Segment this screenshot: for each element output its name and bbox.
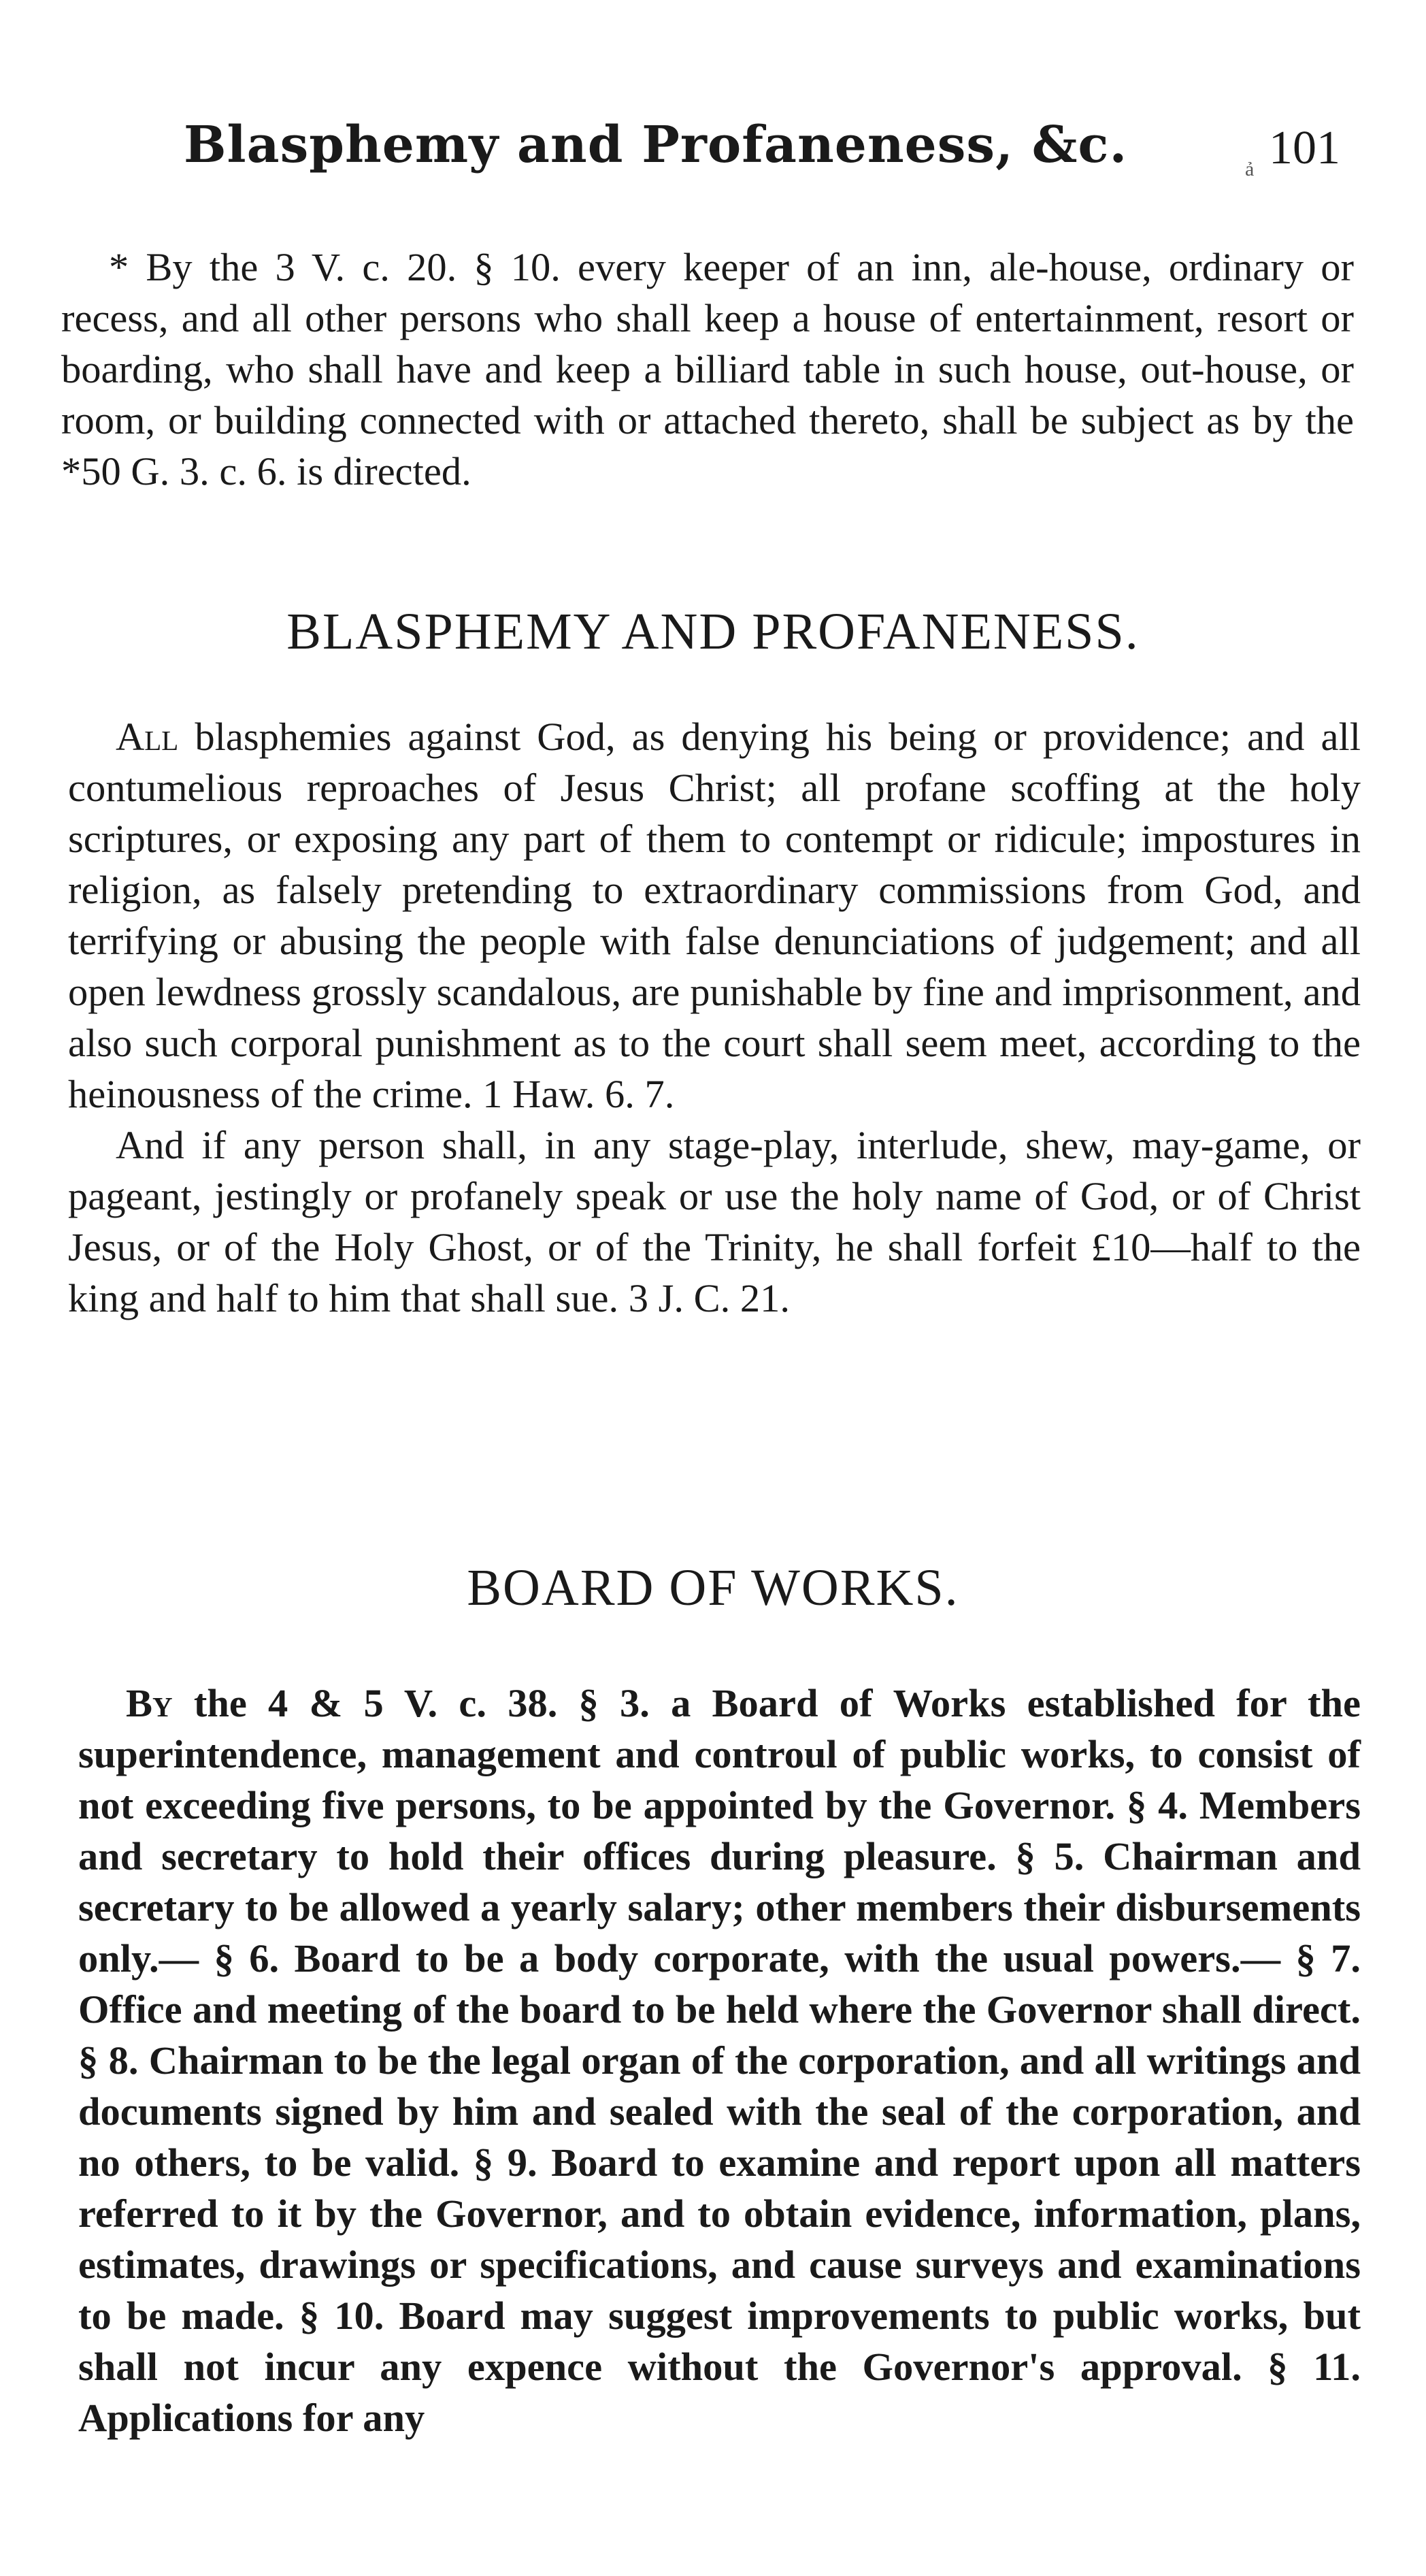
paragraph-text: the 4 & 5 V. c. 38. § 3. a Board of Works established for the superintendence, management and controul of public works, to consist of not exceeding five persons, to be appointed by the Governor. § 4. Members and secretary to hold their offices during pleasure. § 5. Chairman and secretary to be allowed a yearly salary; other members their disbursements only.— § 6. Board to be a body corporate, with the usual powers.— § 7. Office and meeting of the board to be held where the Governor shall direct. § 8. Chairman to be the legal organ of the corporation, and all writings and documents signed by him and sealed with the seal of the corporation, and no others, to be valid. § 9. Board to examine and report upon all matters referred to it by the Governor, and to obtain evidence, information, plans, estimates, drawings or specifications, and cause surveys and examinations to be made. § 10. Board may suggest improvements to public works, but shall not incur any expence without the Governor's approval. § 11. Applications for any (78, 1681, 1361, 2440)
footnote (61, 242, 1354, 497)
paragraph-text: blasphemies against God, as denying his being or providence; and all contumelious reproaches of Jesus Christ; all profane scoffing at the holy scriptures, or exposing any part of them to contempt or ridicule; impostures in religion, as falsely pretending to extraordinary commissions from God, and terrifying or abusing the people with false denunciations of judgement; and all open lewdness grossly scandalous, are punishable by fine and imprisonment, and also such corporal punishment as to the court shall seem meet, according to the heinousness of the crime. (68, 715, 1361, 1116)
footnote-text: * By the 3 V. c. 20. § 10. every keeper of an inn, ale-house, ordinary or recess, and all other persons who shall keep a house of entertainment, resort or boarding, who shall have and keep a billiard table in such house, out-house, or room, or building connected with or attached thereto, shall be subject as by the *50 G. 3. c. 6. is directed. (61, 245, 1354, 493)
paragraph-blasphemy-2 (68, 1120, 1361, 1324)
paragraph-board-of-works (78, 1678, 1361, 2443)
corner-mark: ả (1245, 158, 1255, 180)
paragraph-blasphemy-1 (68, 711, 1361, 1120)
citation: 3 J. C. 21. (628, 1276, 791, 1320)
section-heading-board-of-works: BOARD OF WORKS. (467, 1559, 959, 1616)
paragraph-text: And if any person shall, in any stage-play, interlude, shew, may-game, or pageant, jestingly or profanely speak or use the holy name of God, or of Christ Jesus, or of the Holy Ghost, or of the Trinity, he shall forfeit £10—half to the king and half to him that shall sue. (68, 1123, 1361, 1320)
page-number: 101 (1269, 122, 1340, 174)
section-heading-blasphemy: BLASPHEMY AND PROFANENESS. (286, 603, 1140, 660)
lead-word: All (116, 715, 179, 759)
citation: 1 Haw. 6. 7. (482, 1072, 675, 1116)
lead-word: By (126, 1681, 173, 1725)
running-title: Blasphemy and Profaneness, &c. (184, 116, 1128, 174)
section-body-board-of-works (78, 1678, 1361, 2443)
running-head (184, 116, 1340, 191)
section-body-blasphemy (68, 711, 1361, 1324)
